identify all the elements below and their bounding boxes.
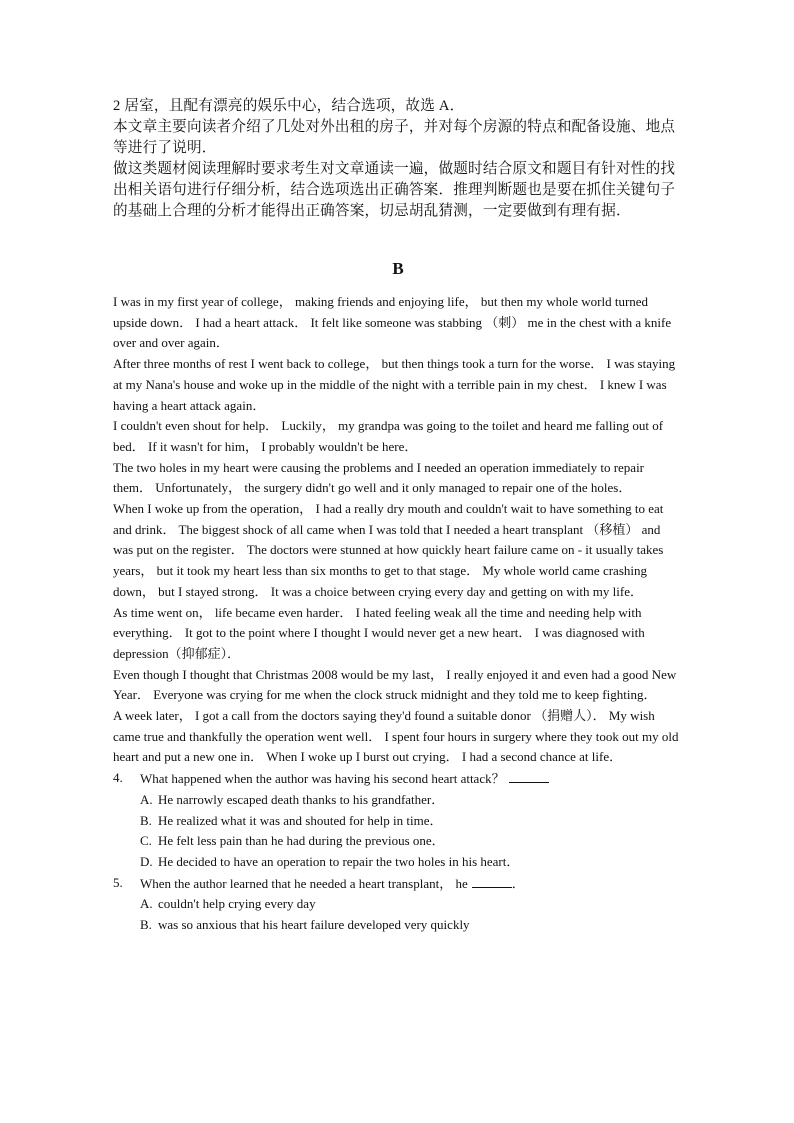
question-stem	[113, 873, 683, 895]
option-letter: B.	[140, 917, 152, 933]
passage-paragraph: The two holes in my heart were causing the problems and I needed an operation immediately to repair them． Unfortunately， the surgery didn't go well and it only managed to repair one of the holes．	[113, 459, 645, 496]
option-letter: A.	[140, 896, 153, 912]
answer-explanation	[113, 96, 683, 222]
reading-passage	[113, 292, 683, 768]
option-d	[140, 852, 683, 873]
passage-paragraph: When I woke up from the operation， I had a really dry mouth and couldn't wait to have something to eat and drink． The biggest shock of all came when I was told that I needed a heart transplant （移植） and was put on the register． The doctors were stunned at how quickly heart failure came on - it usually takes years， but it took my heart less than six months to get to that stage． My whole world came crashing down， but I stayed strong． It was a choice between crying every day and getting on with my life．	[113, 501, 664, 599]
question-number: 4.	[113, 770, 123, 786]
question-stem-text: When the author learned that he needed a heart transplant， he	[140, 875, 468, 891]
option-list	[113, 790, 683, 873]
question-text	[140, 873, 525, 895]
option-list	[113, 894, 683, 935]
option-text: couldn't help crying every day	[158, 896, 316, 912]
option-c	[140, 831, 683, 852]
question-number: 5.	[113, 874, 123, 890]
option-letter: D.	[140, 853, 153, 869]
passage-paragraph: After three months of rest I went back to college， but then things took a turn for the worse． I was staying at my Nana's house and woke up in the middle of the night with a terrible pain in my chest． I knew I was having a heart attack again．	[113, 356, 676, 413]
option-a	[140, 894, 683, 915]
answer-blank	[472, 873, 512, 888]
passage-paragraph: Even though I thought that Christmas 2008 would be my last， I really enjoyed it and even had a good New Year． Everyone was crying for me when the clock struck midnight and they told me to keep fighting．	[113, 666, 677, 703]
option-b	[140, 915, 683, 936]
option-text: He realized what it was and shouted for help in time．	[158, 812, 443, 828]
question-stem	[113, 768, 683, 790]
answer-blank	[509, 768, 549, 783]
question-stem-end: ．	[511, 875, 525, 891]
question-stem-text: What happened when the author was having his second heart attack？	[140, 771, 505, 787]
option-text: He felt less pain than he had during the previous one．	[158, 833, 445, 849]
option-a	[140, 790, 683, 811]
option-text: was so anxious that his heart failure developed very quickly	[158, 917, 470, 933]
option-b	[140, 811, 683, 832]
passage-paragraph: I was in my first year of college， making friends and enjoying life， but then my whole world turned upside down． I had a heart attack． It felt like someone was stabbing （刺） me in the chest with a knife over and over again．	[113, 294, 672, 351]
passage-paragraph: A week later， I got a call from the doctors saying they'd found a suitable donor （捐赠人）． My wish came true and thankfully the operation went well． I spent four hours in surgery where they took out my old heart and put a new one in． When I woke up I burst out crying． I had a second chance at life．	[113, 708, 679, 765]
question-4	[113, 768, 683, 873]
option-letter: B.	[140, 812, 152, 828]
question-text	[140, 768, 549, 790]
document-page	[113, 96, 683, 936]
explanation-line-1: 2 居室，且配有漂亮的娱乐中心，结合选项，故选 A．	[113, 98, 465, 114]
explanation-tips: 做这类题材阅读理解时要求考生对文章通读一遍，做题时结合原文和题目有针对性的找出相关语句进行仔细分析，结合选项选出正确答案．推理判断题也是要在抓住关键句子的基础上合理的分析才能得出正确答案，切忌胡乱猜测，一定要做到有理有据．	[113, 161, 676, 219]
option-letter: C.	[140, 833, 152, 849]
passage-paragraph: I couldn't even shout for help． Luckily， my grandpa was going to the toilet and heard me falling out of bed． If it wasn't for him， I probably wouldn't be here．	[113, 418, 664, 454]
explanation-summary: 本文章主要向读者介绍了几处对外出租的房子，并对每个房源的特点和配备设施、地点等进行了说明．	[113, 119, 676, 156]
section-title: B	[392, 259, 404, 278]
option-text: He decided to have an operation to repair the two holes in his heart．	[158, 853, 520, 869]
question-list	[113, 768, 683, 936]
option-letter: A.	[140, 791, 153, 807]
option-text: He narrowly escaped death thanks to his grandfather．	[158, 791, 445, 807]
passage-paragraph: As time went on， life became even harder． I hated feeling weak all the time and needing help with everything． It got to the point where I thought I would never get a new heart． I was diagnosed with depression（抑郁症）．	[113, 604, 645, 661]
question-5	[113, 873, 683, 936]
